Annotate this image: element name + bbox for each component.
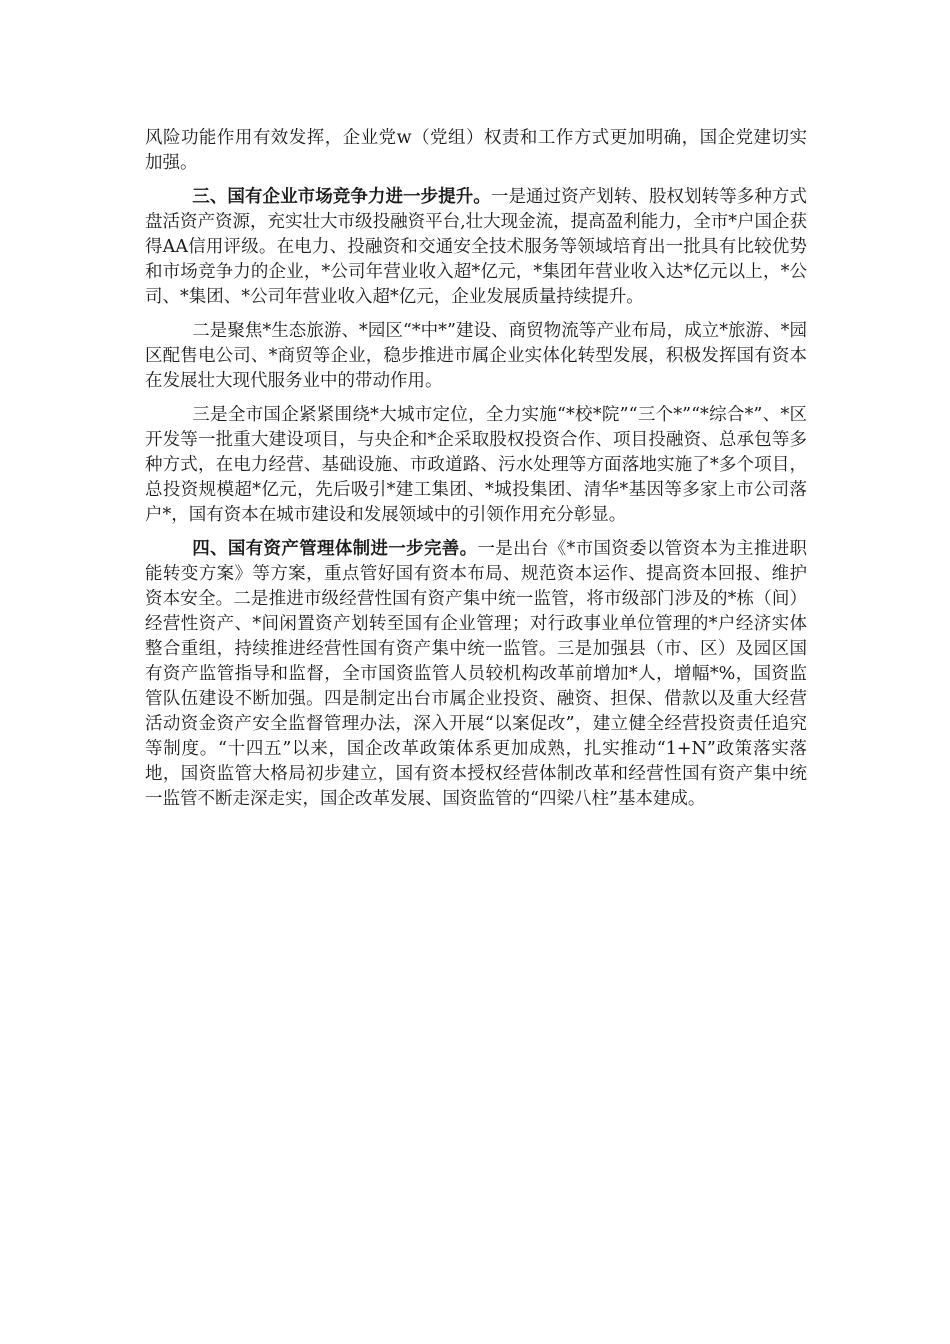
paragraph-text: 一是出台《*市国资委以管资本为主推进职能转变方案》等方案，重点管好国有资本布局、规范资本运作、提高资本回报、维护资本安全。二是推进市级经营性国有资产集中统一监管，将市级部门涉及的*栋（间）经营性资产、*间闲置资产划转至国有企业管理；对行政事业单位管理的*户经济实体整合重组，持续推进经营性国有资产集中统一监管。三是加强县（市、区）及园区国有资产监管指导和监督，全市国资监管人员较机构改革前增加*人，增幅*%，国资监管队伍建设不断加强。四是制定出台市属企业投资、融资、担保、借款以及重大经营活动资金资产安全监督管理办法，深入开展“以案促改”，建立健全经营投资责任追究等制度。“十四五”以来，国企改革政策体系更加成熟，扎实推动“1+N”政策落实落地，国资监管大格局初步建立，国有资本授权经营体制改革和经营性国有资产集中统一监管不断走深走实，国企改革发展、国资监管的“四梁八柱”基本建成。: [145, 539, 808, 809]
paragraph-text: 三是全市国企紧紧围绕*大城市定位，全力实施“*校*院”“三个*”“*综合*”、*区开发等一批重大建设项目，与央企和*企采取股权投资合作、项目投融资、总承包等多种方式，在电力经营、基础设施、市政道路、污水处理等方面落地实施了*多个项目，总投资规模超*亿元，先后吸引*建工集团、*城投集团、清华*基因等多家上市公司落户*，国有资本在城市建设和发展领域中的引领作用充分彰显。: [145, 405, 807, 525]
section-three-heading: 三、国有企业市场竞争力进一步提升。: [192, 187, 491, 207]
paragraph-text: 一是通过资产划转、股权划转等多种方式盘活资产资源，充实壮大市级投融资平台,壮大现金流，提高盈利能力，全市*户国企获得AA信用评级。在电力、投融资和交通安全技术服务等领域培育出一批具有比较优势和市场竞争力的企业，*公司年营业收入超*亿元，*集团年营业收入达*亿元以上，*公司、*集团、*公司年营业收入超*亿元，企业发展质量持续提升。: [145, 187, 807, 307]
paragraph-text: 二是聚焦*生态旅游、*园区“*中*”建设、商贸物流等产业布局，成立*旅游、*园区配售电公司、*商贸等企业，稳步推进市属企业实体化转型发展，积极发挥国有资本在发展壮大现代服务业中的带动作用。: [145, 321, 807, 391]
section-four-paragraph: [145, 537, 807, 812]
paragraph-text: 风险功能作用有效发挥，企业党w（党组）权责和工作方式更加明确，国企党建切实加强。: [145, 128, 807, 173]
section-three-point-three: [145, 403, 807, 528]
section-three-paragraph: [145, 185, 807, 310]
document-body: [145, 126, 807, 821]
paragraph-continuation: [145, 126, 807, 176]
section-three-point-two: [145, 319, 807, 394]
section-four-heading: 四、国有资产管理体制进一步完善。: [192, 539, 478, 559]
